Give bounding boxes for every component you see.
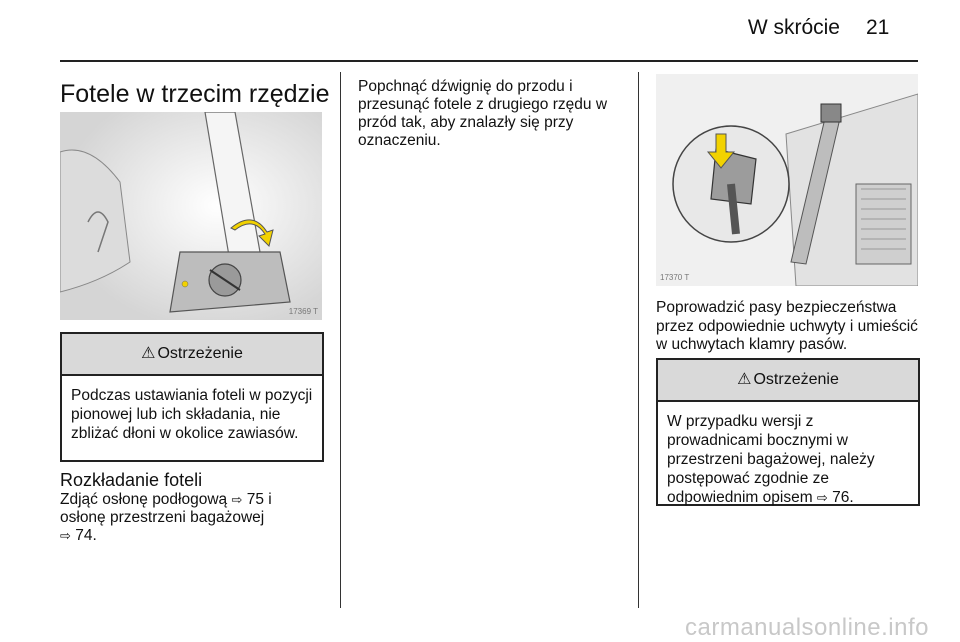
reference-link-74[interactable]: 74.	[75, 527, 97, 544]
subsection-text-2: osłonę przestrzeni bagażowej	[60, 509, 265, 526]
footer-watermark: carmanualsonline.info	[685, 614, 929, 641]
header-rule	[60, 60, 918, 62]
warning-icon: ⚠	[141, 345, 156, 362]
warning-text-main: W przypadku wersji z prowadnicami bocznymi w przestrzeni bagażowej, należy postępować zgodnie ze odpowiednim opisem	[667, 413, 875, 506]
page-number: 21	[866, 16, 890, 39]
figure-number: 17370 T	[660, 273, 690, 282]
seat-hinge-illustration	[60, 112, 322, 320]
warning-box	[656, 358, 920, 506]
reference-arrow-icon[interactable]: ⇨	[231, 492, 243, 507]
middle-column-text: Popchnąć dźwignię do przodu i przesunąć fotele z drugiego rzędu w przód tak, aby znalazły się przy oznaczeniu.	[358, 78, 608, 149]
warning-box	[60, 332, 324, 462]
reference-arrow-icon[interactable]: ⇨	[60, 528, 71, 543]
warning-title: Ostrzeżenie	[157, 345, 243, 362]
warning-text: Podczas ustawiania foteli w pozycji pionowej lub ich składania, nie zbliżać dłoni w okolice zawiasów.	[71, 387, 313, 442]
reference-link-76[interactable]: 76.	[832, 489, 854, 506]
warning-title: Ostrzeżenie	[753, 371, 839, 388]
subsection-text	[60, 491, 330, 545]
subsection-text-1: Zdjąć osłonę podłogową	[60, 491, 228, 508]
warning-header	[62, 334, 322, 376]
reference-link-75[interactable]: 75 i	[246, 491, 272, 508]
column-divider-2	[638, 72, 639, 608]
reference-arrow-icon[interactable]: ⇨	[816, 490, 828, 505]
subsection-title: Rozkładanie foteli	[60, 470, 203, 490]
right-column-text: Poprowadzić pasy bezpieczeństwa przez odpowiednie uchwyty i umieścić w uchwytach klamry pasów.	[656, 299, 918, 353]
figure-number: 17369 T	[288, 307, 318, 316]
warning-text	[658, 402, 918, 517]
warning-header	[658, 360, 918, 402]
seat-belt-illustration	[656, 74, 918, 286]
warning-icon: ⚠	[737, 371, 752, 388]
page-header-title: W skrócie	[747, 16, 840, 39]
section-title: Fotele w trzecim rzędzie	[60, 80, 330, 108]
column-divider-1	[340, 72, 341, 608]
